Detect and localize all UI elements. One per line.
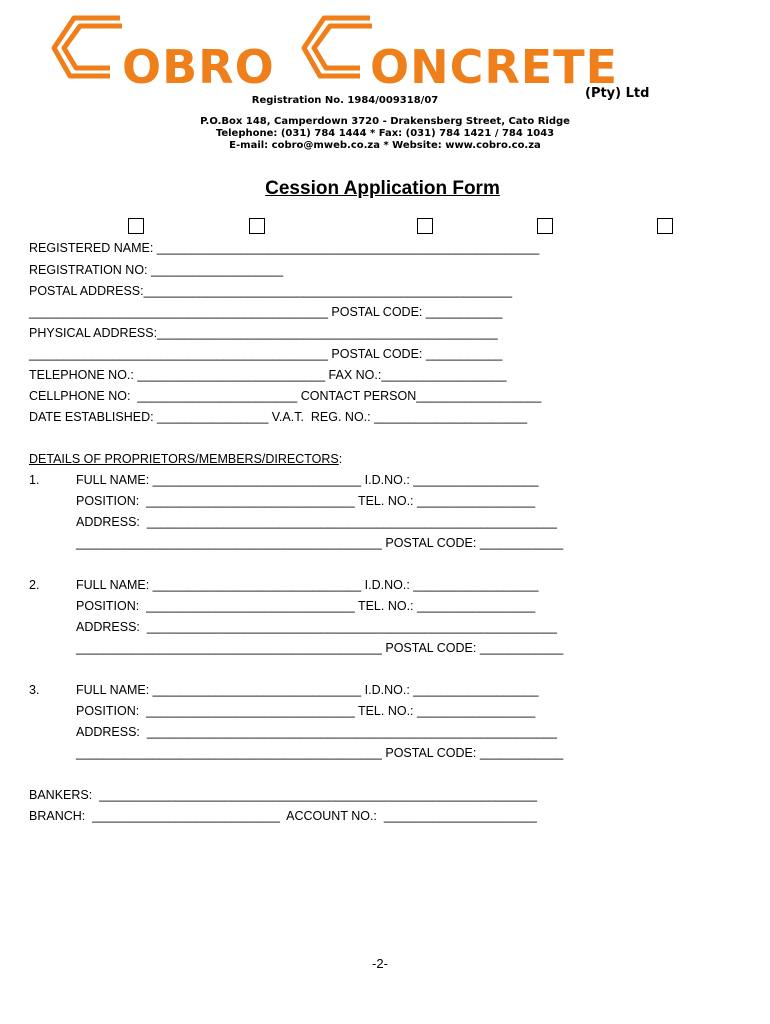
details-heading [29, 453, 342, 466]
checkbox-3[interactable] [417, 218, 433, 234]
person-3-full-name-field[interactable]: FULL NAME: ______________________________ I.D.NO.: __________________ [76, 683, 539, 697]
checkbox-2[interactable] [249, 218, 265, 234]
person-3-postal-code-field[interactable]: ____________________________________________ POSTAL CODE: ____________ [76, 746, 564, 760]
person-3-position-field[interactable]: POSITION: ______________________________ TEL. NO.: _________________ [76, 704, 536, 718]
date-established-vat-field[interactable]: DATE ESTABLISHED: ________________ V.A.T. REG. NO.: ______________________ [29, 410, 528, 424]
details-heading-colon: : [338, 452, 343, 466]
person-2-position-field[interactable]: POSITION: ______________________________ TEL. NO.: _________________ [76, 599, 536, 613]
person-3-number: 3. [29, 683, 40, 697]
person-1-address-field[interactable]: ADDRESS: ___________________________________________________________ [76, 515, 558, 529]
person-1-full-name-field[interactable]: FULL NAME: ______________________________ I.D.NO.: __________________ [76, 473, 539, 487]
logo-word-2: ONCRETE [370, 40, 619, 94]
person-2-address-field[interactable]: ADDRESS: ___________________________________________________________ [76, 620, 558, 634]
cellphone-contact-field[interactable]: CELLPHONE NO: _______________________ CONTACT PERSON__________________ [29, 389, 542, 403]
person-2-number: 2. [29, 578, 40, 592]
branch-account-field[interactable]: BRANCH: ___________________________ ACCOUNT NO.: ______________________ [29, 809, 537, 823]
page-title [0, 178, 765, 200]
page-number: -2- [372, 956, 388, 971]
person-1-postal-code-field[interactable]: ____________________________________________ POSTAL CODE: ____________ [76, 536, 564, 550]
logo-c-icon-2 [298, 12, 378, 84]
registered-name-field[interactable]: REGISTERED NAME: _______________________________________________________ [29, 241, 540, 255]
bankers-field[interactable]: BANKERS: _______________________________________________________________ [29, 788, 538, 802]
postal-address-field[interactable]: POSTAL ADDRESS:_____________________________________________________ [29, 284, 513, 298]
person-1-position-field[interactable]: POSITION: ______________________________ TEL. NO.: _________________ [76, 494, 536, 508]
physical-address-field[interactable]: PHYSICAL ADDRESS:_________________________________________________ [29, 326, 498, 340]
person-1-number: 1. [29, 473, 40, 487]
checkbox-1[interactable] [128, 218, 144, 234]
company-telephone: Telephone: (031) 784 1444 * Fax: (031) 784 1421 / 784 1043 [215, 128, 555, 139]
details-heading-text: DETAILS OF PROPRIETORS/MEMBERS/DIRECTORS [29, 452, 339, 466]
person-3-address-field[interactable]: ADDRESS: ___________________________________________________________ [76, 725, 558, 739]
telephone-fax-field[interactable]: TELEPHONE NO.: ___________________________ FAX NO.:__________________ [29, 368, 507, 382]
registration-number: Registration No. 1984/009318/07 [251, 95, 439, 106]
company-email: E-mail: cobro@mweb.co.za * Website: www.cobro.co.za [229, 140, 541, 151]
logo-word-1: OBRO [122, 40, 275, 94]
logo-c-icon-1 [48, 12, 128, 84]
registration-no-field[interactable]: REGISTRATION NO: ___________________ [29, 263, 284, 277]
checkbox-4[interactable] [537, 218, 553, 234]
person-2-postal-code-field[interactable]: ____________________________________________ POSTAL CODE: ____________ [76, 641, 564, 655]
company-address: P.O.Box 148, Camperdown 3720 - Drakensberg Street, Cato Ridge [200, 116, 570, 127]
physical-postal-code-field[interactable]: ___________________________________________ POSTAL CODE: ___________ [29, 347, 503, 361]
page-title-text: Cession Application Form [265, 178, 500, 199]
postal-code-field[interactable]: ___________________________________________ POSTAL CODE: ___________ [29, 305, 503, 319]
checkbox-5[interactable] [657, 218, 673, 234]
person-2-full-name-field[interactable]: FULL NAME: ______________________________ I.D.NO.: __________________ [76, 578, 539, 592]
pty-ltd: (Pty) Ltd [585, 86, 650, 101]
